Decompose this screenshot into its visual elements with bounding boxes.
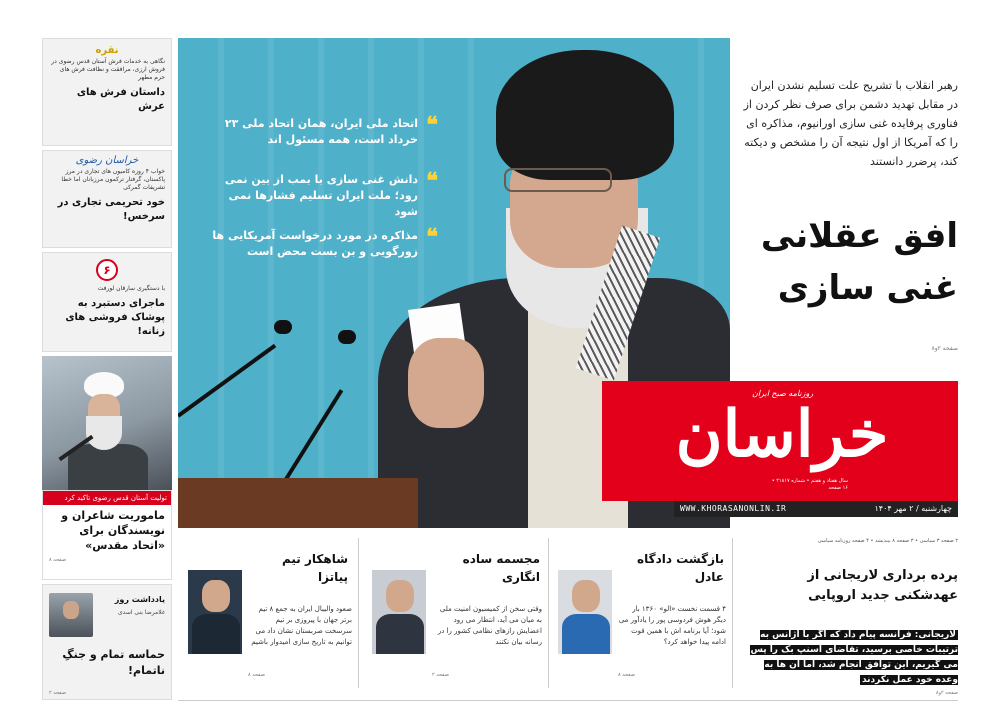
sidebar-item-poets[interactable]	[42, 490, 172, 580]
issue-date: چهارشنبه / ۲ مهر ۱۴۰۴	[874, 504, 952, 513]
brief-headline[interactable]: پرده برداری لاریجانی از عهدشکنی جدید اروپایی	[807, 568, 958, 603]
lead-summary: رهبر انقلاب با تشریح علت تسلیم نشدن ایران در مقابل تهدید دشمن برای صرف نظر کردن از فناوری پرفایده غنی سازی اورانیوم، مذاکره ای را که آمریکا از اول نتیجه آن را مشخص و دیکته کند، پرضرر دانستند	[743, 79, 958, 168]
quote-mark-icon: ❝	[426, 168, 438, 194]
page-reference: صفحه ۲	[432, 672, 449, 678]
story-summary: صعود والیبال ایران به جمع ۸ تیم برتر جهان با پیروزی بر تیم سرسخت صربستان نشان داد می توانیم به تاریخ سازی امیدوار باشیم	[251, 605, 352, 646]
cleric-photo	[42, 356, 172, 490]
memo-headline[interactable]: حماسه تمام و جنگِ ناتمام!	[62, 648, 165, 677]
supplement-logo: خراسان رضوی	[75, 155, 139, 166]
sidebar-item-theft[interactable]	[42, 252, 172, 352]
story-headline[interactable]: مجسمه ساده انگاری	[462, 552, 540, 584]
website-link[interactable]: WWW.KHORASANONLIN.IR	[680, 504, 787, 513]
sidebar-item-summary: نگاهی به خدمات فرش آستان قدس رضوی در فروش ارزی، مرافقت و نظافت فرش های حرم مطهر	[51, 58, 165, 81]
page-reference: صفحه ۸	[248, 672, 265, 678]
memo-column[interactable]	[42, 584, 172, 700]
story-summary: ۴ قسمت نخست «الو» ۱۳۶۰ بار دیگر هوش فردوسی پور را یادآور می شود؛ آیا برنامه اش با همین قوت ادامه پیدا خواهد کرد؟	[618, 605, 726, 646]
brief-tags: ۲ صفحه ۳ سیاسی • ۳ صفحه ۸ بیندیشد • ۴ صفحه روزنامه سیاسی	[817, 538, 958, 544]
sidebar	[42, 38, 172, 702]
quote-mark-icon: ❝	[426, 224, 438, 250]
page-reference: صفحه ۲	[49, 690, 66, 696]
story-summary: وقتی سخن از کمیسیون امنیت ملی به میان می آید، انتظار می رود اعضایش رازهای نظامی کشور را در رسانه بیان نکنند	[437, 605, 542, 646]
author-photo	[49, 593, 93, 637]
column-divider	[358, 538, 359, 688]
column-divider	[548, 538, 549, 688]
masthead-issue-info: سال هفتاد و هفتم • شماره ۲۱۸۱۷ • ۱۶ صفحه	[771, 478, 848, 491]
masthead-bar	[674, 501, 958, 517]
page-reference: صفحه ۸	[618, 672, 635, 678]
column-divider	[732, 538, 733, 688]
lead-headline[interactable]: افق عقلانی غنی سازی	[760, 216, 958, 308]
story-kicker: تولیت آستان قدس رضوی تاکید کرد	[43, 491, 171, 505]
bottom-rule	[178, 700, 958, 701]
story-headline[interactable]: شاهکار تیم پیاتزا	[281, 552, 348, 584]
sidebar-item-headline[interactable]: خود تحریمی تجاری در سرخس!	[57, 197, 165, 222]
page-reference: صفحه ۲و۸	[935, 690, 958, 696]
quote-1: ❝ اتحاد ملی ایران، همان اتحاد ملی ۲۳ خرداد است، همه مسئول اند	[224, 112, 438, 146]
masthead-logo: خراسان	[675, 397, 889, 472]
page-number-badge: ۶	[96, 259, 118, 281]
story-photo	[188, 570, 242, 654]
page-reference: صفحه ۲و۸	[931, 345, 958, 352]
page-reference: صفحه ۸	[49, 557, 66, 563]
sidebar-item-headline[interactable]: ماموریت شاعران و نویسندگان برای «اتحاد مقدس»	[61, 509, 165, 552]
supplement-logo: نقره	[95, 45, 119, 56]
memo-author: غلامرضا بنی اسدی	[117, 609, 165, 616]
sidebar-item-summary: با دستگیری سارقان لورفت	[97, 285, 165, 292]
quote-3: ❝ مذاکره در مورد درخواست آمریکایی ها زورگویی و بن بست محض است	[212, 224, 438, 258]
story-headline[interactable]: بازگشت دادگاه عادل	[637, 552, 724, 584]
masthead[interactable]	[602, 381, 958, 501]
quote-2: ❝ دانش غنی سازی با بمب از بین نمی رود؛ ملت ایران تسلیم فشارها نمی شود	[224, 168, 438, 218]
masthead-subtitle: روزنامه صبح ایران	[752, 389, 814, 398]
story-photo	[558, 570, 612, 654]
brief-body: لاریجانی: فرانسه پیام داد که اگر با آژانس به ترتیبات خاصی برسید، تقاضای اسنپ بک را پس می گیریم، این توافق انجام شد، اما آن ها به وعده خود عمل نکردند	[750, 630, 958, 685]
sidebar-item-sarakhs[interactable]	[42, 150, 172, 248]
sidebar-item-carpets[interactable]	[42, 38, 172, 146]
sidebar-item-headline[interactable]: ماجرای دستبرد به پوشاک فروشی های زنانه!	[65, 298, 165, 337]
sidebar-item-summary: خواب ۴ روزه کامیون های تجاری در مرز پاکستان، گرفتار ترکمون مرزبانان اما خطا تشریفات گمرکی	[61, 168, 165, 191]
sidebar-item-headline[interactable]: داستان فرش های عرش	[76, 87, 165, 112]
story-photo	[372, 570, 426, 654]
memo-label: یادداشت روز	[114, 595, 165, 604]
quote-mark-icon: ❝	[426, 112, 438, 138]
